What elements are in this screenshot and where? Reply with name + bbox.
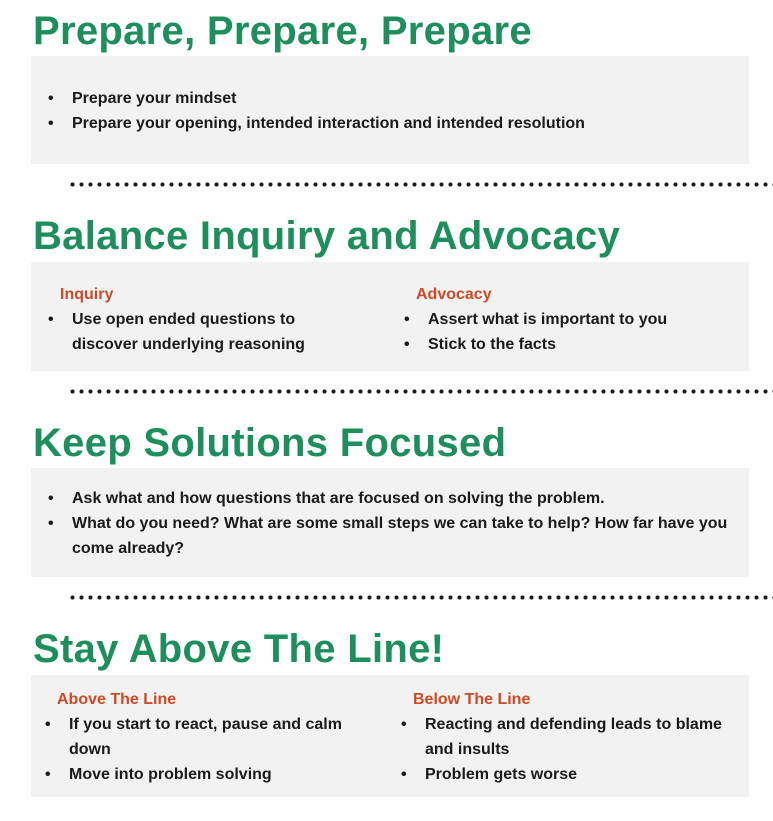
below-line-list <box>401 712 731 787</box>
prepare-list <box>48 86 728 136</box>
dotted-divider <box>68 389 773 394</box>
advocacy-column <box>404 282 734 357</box>
above-line-column <box>45 687 355 787</box>
list-item: • Reacting and defending leads to blame and insults <box>401 712 731 762</box>
below-line-heading: Below The Line <box>413 691 531 708</box>
list-item: • If you start to react, pause and calm down <box>45 712 355 762</box>
above-line-heading: Above The Line <box>57 691 177 708</box>
section-title-balance: Balance Inquiry and Advocacy <box>33 214 621 258</box>
list-item: • Problem gets worse <box>401 762 731 787</box>
section-title-above-line: Stay Above The Line! <box>33 627 445 671</box>
solutions-list <box>48 486 728 561</box>
section-title-prepare: Prepare, Prepare, Prepare <box>33 9 532 53</box>
list-item: • Prepare your mindset <box>48 86 728 111</box>
inquiry-column <box>48 282 348 357</box>
section-title-solutions: Keep Solutions Focused <box>33 421 507 465</box>
dotted-divider <box>68 182 773 187</box>
advocacy-list <box>404 307 734 357</box>
list-item: • Stick to the facts <box>404 332 734 357</box>
list-item: • Use open ended questions to discover underlying reasoning <box>48 307 348 357</box>
advocacy-heading: Advocacy <box>416 286 492 303</box>
above-line-box <box>31 675 749 797</box>
list-item: • Ask what and how questions that are focused on solving the problem. <box>48 486 728 511</box>
below-line-column <box>401 687 731 787</box>
solutions-box <box>31 468 749 577</box>
dotted-divider <box>68 595 773 600</box>
list-item: • Assert what is important to you <box>404 307 734 332</box>
inquiry-list <box>48 307 348 357</box>
inquiry-heading: Inquiry <box>60 286 114 303</box>
prepare-box <box>31 56 749 164</box>
above-line-list <box>45 712 355 787</box>
list-item: • Prepare your opening, intended interaction and intended resolution <box>48 111 728 136</box>
list-item: • Move into problem solving <box>45 762 355 787</box>
balance-box <box>31 262 749 371</box>
list-item: • What do you need? What are some small steps we can take to help? How far have you come already? <box>48 511 728 561</box>
